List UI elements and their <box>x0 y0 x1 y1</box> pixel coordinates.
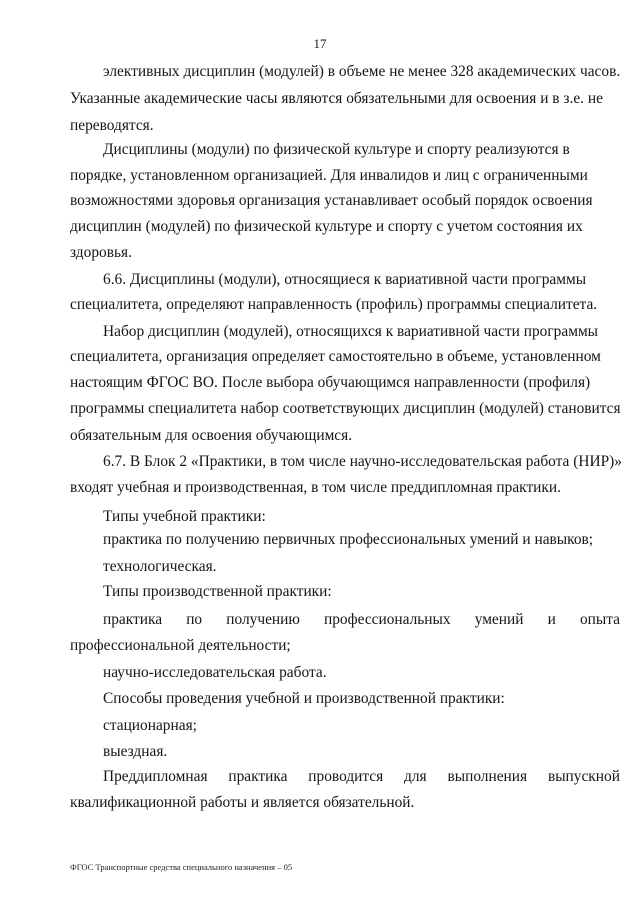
text-line: настоящим ФГОС ВО. После выбора обучающимся направленности (профиля) <box>70 374 591 391</box>
text-line: стационарная; <box>103 717 197 734</box>
page-number: 17 <box>313 36 327 51</box>
text-line: квалификационной работы и является обязательной. <box>70 794 415 811</box>
text-line: Способы проведения учебной и производственной практики: <box>103 690 505 707</box>
word: получению <box>226 611 300 628</box>
text-line: 6.6. Дисциплины (модули), относящиеся к вариативной части программы <box>103 271 587 288</box>
word: проводится <box>308 768 384 785</box>
text-line: порядке, установленном организацией. Для инвалидов и лиц с ограниченными <box>70 167 588 184</box>
page-footer: ФГОС Транспортные средства специального назначения – 05 <box>70 862 293 872</box>
word: практика <box>228 768 288 785</box>
text-line: элективных дисциплин (модулей) в объеме не менее 328 академических часов. <box>103 63 621 80</box>
text-line: Набор дисциплин (модулей), относящихся к вариативной части программы <box>103 323 599 340</box>
text-line: научно-исследовательская работа. <box>103 664 327 681</box>
word: по <box>186 611 203 628</box>
text-line: переводятся. <box>70 117 154 134</box>
text-line: Типы учебной практики: <box>103 508 266 525</box>
text-line: специалитета, организация определяет самостоятельно в объеме, установленном <box>70 348 601 365</box>
word: профессиональных <box>324 611 451 628</box>
text-line: Дисциплины (модули) по физической культуре и спорту реализуются в <box>103 141 570 158</box>
text-line: обязательным для освоения обучающимся. <box>70 427 353 444</box>
word: Преддипломная <box>103 768 208 785</box>
text-line: входят учебная и производственная, в том числе преддипломная практики. <box>70 479 561 496</box>
text-line: выездная. <box>103 743 168 760</box>
text-line: практика по получению первичных профессиональных умений и навыков; <box>103 531 594 548</box>
word: практика <box>103 611 163 628</box>
text-line: программы специалитета набор соответствующих дисциплин (модулей) становится <box>70 400 621 417</box>
text-line: Типы производственной практики: <box>103 583 332 600</box>
text-line-justified <box>103 610 620 630</box>
word: опыта <box>579 611 620 628</box>
word: выпускной <box>547 768 620 785</box>
text-line: возможностями здоровья организация устанавливает особый порядок освоения <box>70 192 593 209</box>
text-line: профессиональной деятельности; <box>70 637 291 654</box>
text-line: Указанные академические часы являются обязательными для освоения и в з.е. не <box>70 90 603 107</box>
word: для <box>404 768 427 785</box>
word: умений <box>474 611 524 628</box>
word: и <box>547 611 556 628</box>
text-line: технологическая. <box>103 558 217 575</box>
text-line-justified <box>103 767 620 787</box>
text-line: специалитета, определяют направленность (профиль) программы специалитета. <box>70 296 598 313</box>
text-line: здоровья. <box>70 244 132 261</box>
word: выполнения <box>447 768 528 785</box>
text-line: дисциплин (модулей) по физической культуре и спорту с учетом состояния их <box>70 218 583 235</box>
text-line: 6.7. В Блок 2 «Практики, в том числе научно-исследовательская работа (НИР)» <box>103 453 622 470</box>
